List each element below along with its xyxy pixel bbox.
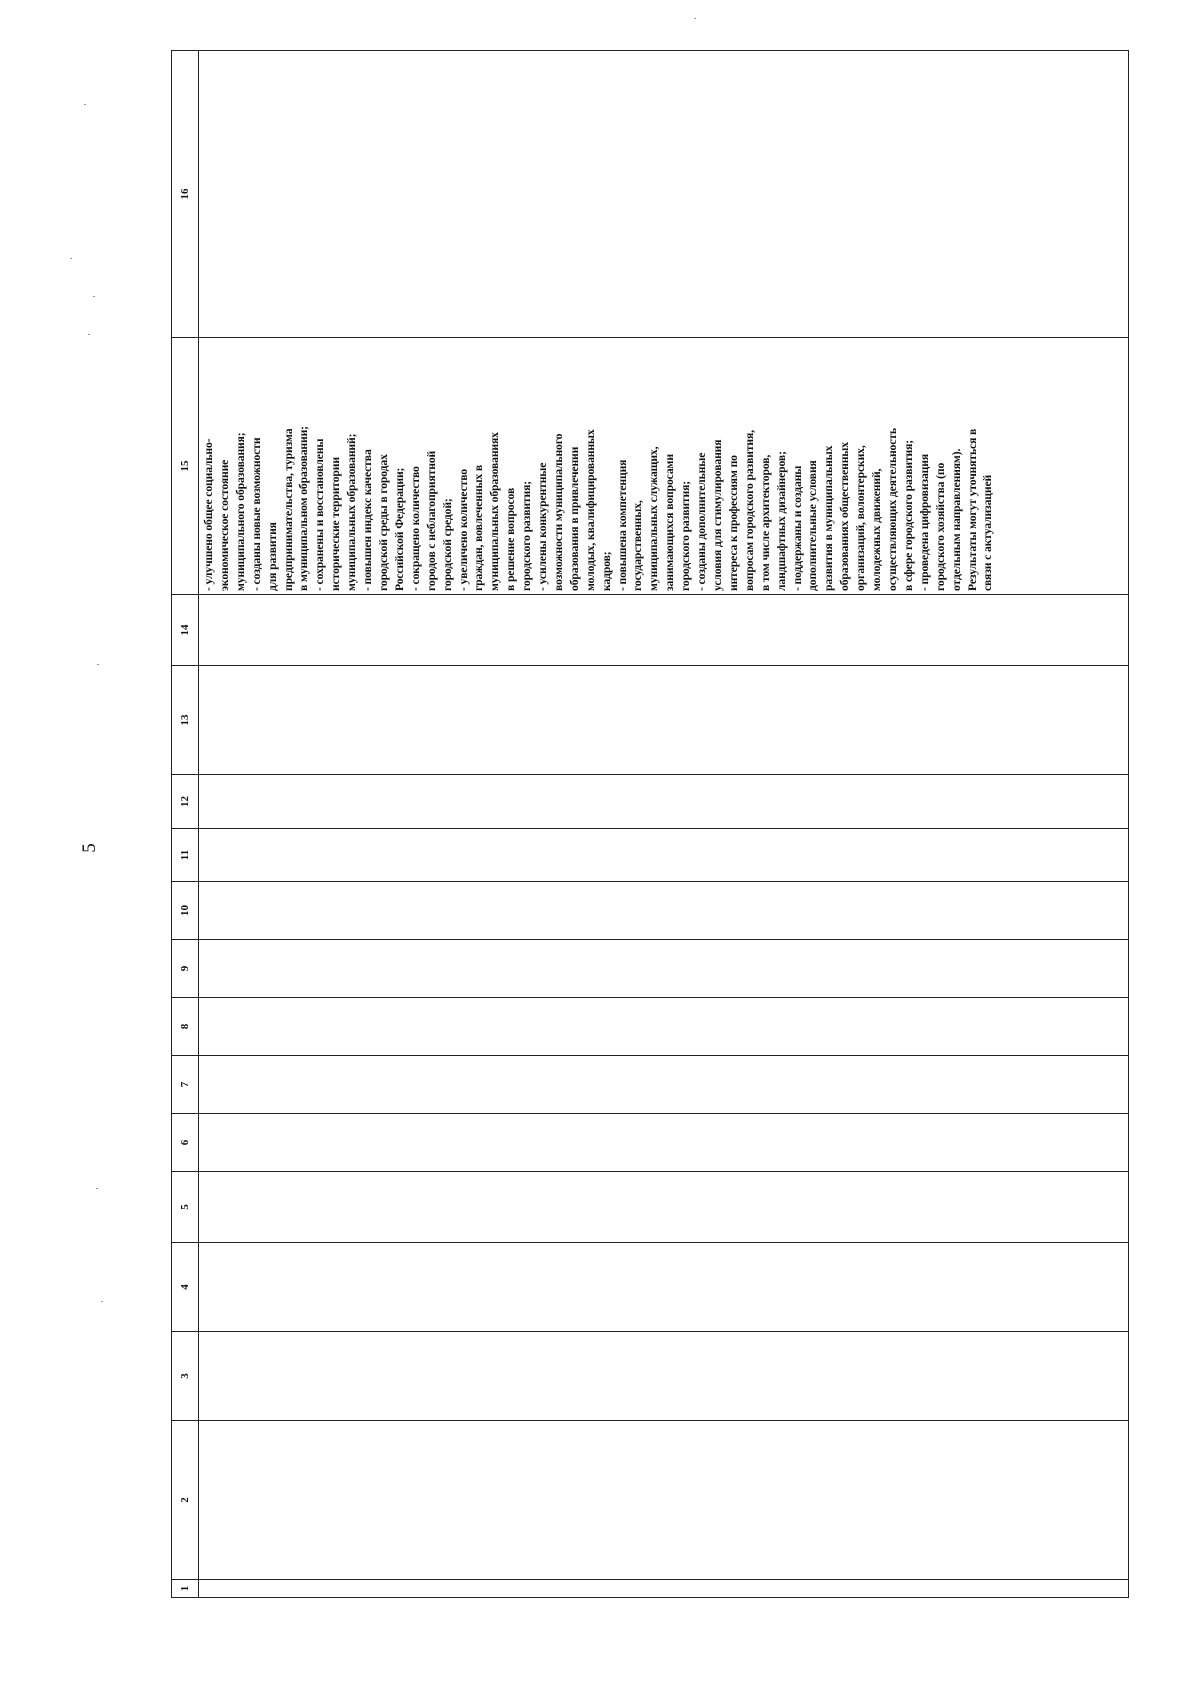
results-line: городского развития; (520, 480, 534, 591)
table-cell (199, 1056, 1129, 1114)
results-line: Результаты могут уточняться в (965, 428, 979, 591)
table-cell (199, 775, 1129, 829)
results-line: городов с неблагоприятной (424, 450, 438, 591)
results-line: ландшафтных дизайнеров; (774, 451, 788, 591)
column-number: 13 (172, 666, 199, 775)
scan-speck (101, 1301, 103, 1302)
results-line: возможности муниципального (551, 433, 565, 591)
results-line: - проведена цифровизация (917, 453, 931, 591)
results-line: - сокращено количество (408, 466, 422, 591)
expected-results-cell (199, 338, 1129, 595)
results-line: городского развития; (679, 480, 693, 591)
results-table (171, 50, 1129, 1598)
table-cell (199, 1243, 1129, 1332)
results-line: городской среды в городах (376, 454, 390, 591)
results-line: для развития (265, 522, 279, 591)
table-cell (199, 998, 1129, 1056)
results-line: в решение вопросов (504, 487, 518, 591)
scan-speck (88, 334, 90, 335)
results-line: - повышена компетенция (615, 459, 629, 591)
results-line: в муниципальном образовании; (297, 426, 311, 591)
page-number: 5 (79, 843, 100, 853)
results-line: условия для стимулирования (711, 439, 724, 591)
results-line: исторические территории (329, 457, 343, 591)
column-number: 11 (172, 829, 199, 882)
results-line: вопросам городского развития, (742, 430, 756, 591)
table-row (199, 51, 1129, 1598)
table-cell (199, 829, 1129, 882)
results-line: - созданы дополнительные (695, 452, 709, 591)
column-number: 7 (172, 1056, 199, 1114)
results-line: экономическое состояние (217, 459, 231, 591)
scan-speck (93, 296, 95, 297)
table-cell (199, 882, 1129, 940)
results-line: - сохранены и восстановлены (313, 438, 327, 591)
table-cell (199, 1421, 1129, 1580)
table-cell (199, 1332, 1129, 1421)
results-line: организаций, волонтерских, (854, 445, 868, 591)
column-number: 16 (172, 51, 199, 338)
results-line: городской средой; (440, 498, 454, 591)
results-line: городского хозяйства (по (933, 462, 947, 591)
results-line: - повышен индекс качества (361, 449, 375, 591)
table-cell (199, 595, 1129, 666)
results-line: отдельным направлениям). (949, 448, 963, 591)
table-cell (199, 1114, 1129, 1172)
column-number: 10 (172, 882, 199, 940)
table-cell (199, 666, 1129, 775)
results-line: муниципального образования; (233, 432, 247, 591)
results-line: образования в привлечении (567, 446, 581, 591)
results-line: кадров; (599, 551, 613, 591)
column-number: 3 (172, 1332, 199, 1421)
scan-speck (96, 1188, 98, 1189)
column-number: 5 (172, 1172, 199, 1243)
table-cell (199, 1172, 1129, 1243)
table-frame (171, 111, 1129, 1598)
results-line: дополнительные условия (806, 460, 820, 591)
results-line: занимающихся вопросами (663, 454, 677, 591)
results-line: - увеличено количество (456, 468, 470, 591)
results-line: развития в муниципальных (822, 445, 836, 591)
table-cell (199, 1580, 1129, 1598)
scan-speck (84, 104, 86, 105)
results-line: предпринимательства, туризма (281, 428, 295, 591)
results-line: - созданы новые возможности (249, 437, 263, 591)
column-number-row (172, 51, 199, 1598)
results-line: муниципальных образованиях (488, 432, 502, 591)
results-line: - усилены конкурентные (536, 462, 550, 591)
column-number: 4 (172, 1243, 199, 1332)
results-line: молодежных движений, (870, 468, 884, 591)
results-line: государственных, (631, 500, 645, 591)
table-cell (199, 940, 1129, 998)
results-line: осуществляющих деятельность (885, 428, 899, 591)
table-cell (199, 51, 1129, 338)
results-line: образованиях общественных (838, 442, 852, 591)
column-number: 8 (172, 998, 199, 1056)
results-line: муниципальных служащих, (647, 446, 661, 591)
results-line: Российской Федерации; (392, 467, 406, 591)
results-line: муниципальных образований; (345, 433, 359, 591)
column-number: 12 (172, 775, 199, 829)
results-line: в том числе архитекторов, (758, 454, 772, 591)
column-number: 2 (172, 1421, 199, 1580)
results-line: интереса к профессиям по (726, 455, 740, 591)
column-number: 6 (172, 1114, 199, 1172)
scan-speck (97, 664, 99, 665)
column-number: 1 (172, 1580, 199, 1598)
results-line: граждан, вовлеченных в (472, 464, 486, 591)
column-number: 15 (172, 338, 199, 595)
rotated-table (171, 111, 1129, 1598)
results-line: молодых, квалифицированных (583, 429, 597, 591)
results-line: связи с актуализацией (981, 474, 995, 591)
scan-speck (70, 258, 72, 259)
column-number: 14 (172, 595, 199, 666)
results-line: - улучшено общее социально- (202, 438, 215, 591)
results-line: в сфере городского развития; (901, 439, 915, 591)
scan-speck (694, 18, 696, 19)
results-line: - поддержаны и созданы (790, 465, 804, 591)
column-number: 9 (172, 940, 199, 998)
